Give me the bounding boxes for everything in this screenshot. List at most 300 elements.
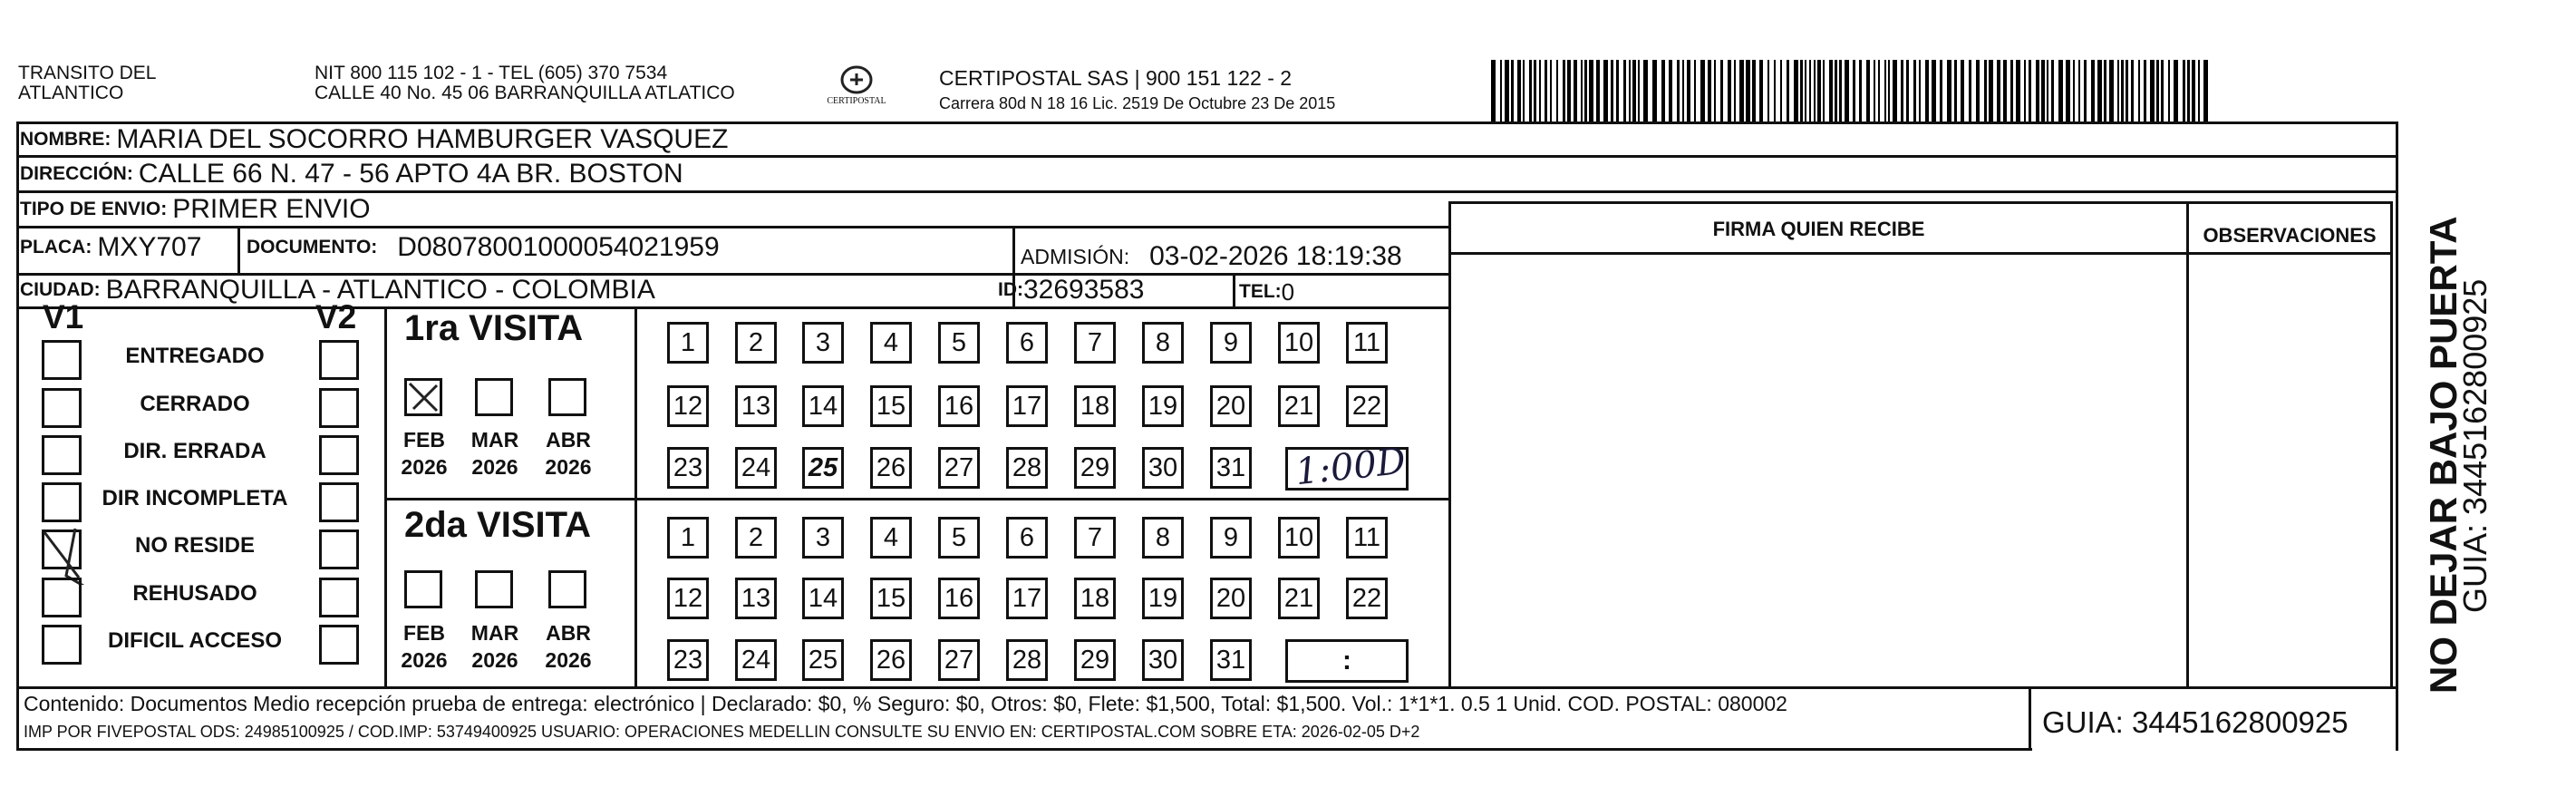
barcode-bar xyxy=(1661,60,1665,123)
barcode-bar xyxy=(1677,60,1680,123)
barcode-bar xyxy=(1523,60,1525,123)
month-label xyxy=(536,619,601,674)
day-checkbox[interactable] xyxy=(1142,517,1184,559)
day-number: 3 xyxy=(815,327,831,357)
barcode-bar xyxy=(2097,60,2102,123)
documento-label: DOCUMENTO: xyxy=(247,237,378,257)
day-number: 29 xyxy=(1080,452,1110,482)
sender-info xyxy=(315,63,735,103)
day-checkbox[interactable] xyxy=(802,447,844,489)
id-label: ID: xyxy=(998,279,1023,300)
barcode-bar xyxy=(1787,60,1789,123)
barcode-bar xyxy=(2010,60,2013,123)
barcode-bar xyxy=(1739,60,1744,123)
check-mark-icon xyxy=(404,378,442,416)
day-number: 20 xyxy=(1215,583,1246,613)
day-number: 2 xyxy=(748,327,764,357)
month-name: MAR xyxy=(470,428,519,452)
barcode-bar xyxy=(1984,60,1987,123)
day-checkbox[interactable] xyxy=(1210,385,1252,427)
barcode-bar xyxy=(1616,60,1619,123)
day-number: 10 xyxy=(1283,327,1314,357)
v1-label: V1 xyxy=(43,298,84,335)
placa-value: MXY707 xyxy=(97,232,202,262)
barcode-bar xyxy=(2058,60,2063,123)
barcode-bar xyxy=(1581,60,1583,123)
barcode-bar xyxy=(1805,60,1806,123)
day-number: 28 xyxy=(1012,452,1042,482)
barcode-bar xyxy=(2203,60,2208,123)
month-label xyxy=(462,619,528,674)
day-checkbox[interactable] xyxy=(938,639,980,681)
day-number: 16 xyxy=(944,583,974,613)
tipo-label: TIPO DE ENVIO: xyxy=(20,199,168,219)
day-number: 5 xyxy=(951,327,967,357)
day-checkbox[interactable] xyxy=(1074,447,1116,489)
day-number: 30 xyxy=(1148,452,1178,482)
status-label: DIFICIL ACCESO xyxy=(107,628,282,653)
status-label: REHUSADO xyxy=(132,581,257,606)
day-checkbox[interactable] xyxy=(870,578,912,619)
barcode-bar xyxy=(1932,60,1936,123)
month-name: FEB xyxy=(403,621,445,645)
day-number: 25 xyxy=(808,452,838,482)
courier-info xyxy=(939,66,1335,113)
barcode-bar xyxy=(1746,60,1750,123)
tipo-row xyxy=(20,193,371,226)
barcode-bar xyxy=(1759,60,1763,123)
barcode-bar xyxy=(1669,60,1672,123)
second-visit-time-box[interactable] xyxy=(1285,639,1409,683)
barcode-bar xyxy=(2144,60,2146,123)
day-checkbox[interactable] xyxy=(1006,639,1048,681)
day-checkbox[interactable] xyxy=(802,322,844,364)
day-checkbox[interactable] xyxy=(1346,322,1388,364)
month-name: MAR xyxy=(470,621,519,645)
month-checkbox[interactable] xyxy=(475,378,513,416)
first-visit-title: 1ra VISITA xyxy=(404,308,584,348)
day-checkbox[interactable] xyxy=(1210,578,1252,619)
day-number: 10 xyxy=(1283,522,1314,552)
barcode-bar xyxy=(2041,60,2045,123)
admision-value: 03-02-2026 18:19:38 xyxy=(1149,241,1402,271)
barcode-bar xyxy=(1976,60,1980,123)
day-checkbox[interactable] xyxy=(938,447,980,489)
barcode-bar xyxy=(2138,60,2140,123)
barcode-bar xyxy=(2051,60,2054,123)
tel-label: TEL: xyxy=(1239,281,1282,302)
barcode-bar xyxy=(2156,60,2159,123)
day-number: 31 xyxy=(1215,645,1246,675)
barcode-bar xyxy=(1925,60,1929,123)
barcode-bar xyxy=(1545,60,1547,123)
first-visit-time-box[interactable] xyxy=(1285,440,1409,494)
barcode-bar xyxy=(2084,60,2087,123)
firma-label: FIRMA QUIEN RECIBE xyxy=(1712,218,1925,240)
barcode-bar xyxy=(1752,60,1756,123)
id-field xyxy=(998,274,1144,306)
barcode-bar xyxy=(1734,60,1736,123)
day-checkbox[interactable] xyxy=(1142,639,1184,681)
day-number: 13 xyxy=(741,583,771,613)
nombre-row xyxy=(20,123,728,156)
day-checkbox[interactable] xyxy=(667,385,709,427)
barcode-bar xyxy=(1835,60,1837,123)
day-number: 15 xyxy=(876,391,906,421)
barcode-bar xyxy=(2073,60,2075,123)
day-checkbox[interactable] xyxy=(870,447,912,489)
observaciones-area[interactable] xyxy=(2190,256,2389,685)
barcode-bar xyxy=(1643,60,1648,123)
month-label xyxy=(462,426,528,481)
day-number: 12 xyxy=(673,391,703,421)
day-checkbox[interactable] xyxy=(1346,517,1388,559)
barcode-bar xyxy=(1839,60,1842,123)
barcode-bar xyxy=(2121,60,2124,123)
day-checkbox[interactable] xyxy=(938,578,980,619)
day-number: 18 xyxy=(1080,391,1110,421)
tel-field xyxy=(1239,276,1294,308)
barcode-bar xyxy=(1534,60,1536,123)
barcode-bar xyxy=(1780,60,1782,123)
day-number: 24 xyxy=(741,452,771,482)
day-checkbox[interactable] xyxy=(735,578,777,619)
barcode-bar xyxy=(1829,60,1833,123)
day-checkbox[interactable] xyxy=(1278,517,1320,559)
day-checkbox[interactable] xyxy=(1142,322,1184,364)
day-number: 16 xyxy=(944,391,974,421)
day-number: 29 xyxy=(1080,645,1110,675)
barcode-bar xyxy=(1989,60,1993,123)
month-name: ABR xyxy=(546,428,591,452)
barcode-bar xyxy=(2109,60,2114,123)
day-checkbox[interactable] xyxy=(938,322,980,364)
month-name: FEB xyxy=(403,428,445,452)
day-checkbox[interactable] xyxy=(1278,322,1320,364)
status-label: DIR INCOMPLETA xyxy=(102,486,288,510)
day-checkbox[interactable] xyxy=(667,578,709,619)
address-line: CALLE 40 No. 45 06 BARRANQUILLA ATLATICO xyxy=(315,83,735,103)
barcode-bar xyxy=(1700,60,1705,123)
month-year: 2026 xyxy=(471,455,518,479)
ciudad-value: BARRANQUILLA - ATLANTICO - COLOMBIA xyxy=(105,275,655,305)
day-number: 22 xyxy=(1351,583,1382,613)
day-number: 19 xyxy=(1148,391,1178,421)
sender-line-2: ATLANTICO xyxy=(18,83,124,103)
day-checkbox[interactable] xyxy=(1006,447,1048,489)
day-checkbox[interactable] xyxy=(870,517,912,559)
v2-label: V2 xyxy=(315,298,357,335)
barcode-bar xyxy=(1774,60,1776,123)
barcode-bar xyxy=(1728,60,1731,123)
footer-guia: GUIA: 3445162800925 xyxy=(2042,705,2348,739)
day-number: 2 xyxy=(748,522,764,552)
documento-value: D08078001000054021959 xyxy=(397,232,720,262)
day-checkbox[interactable] xyxy=(667,322,709,364)
day-number: 21 xyxy=(1283,583,1314,613)
logo-text: CERTIPOSTAL xyxy=(827,96,886,106)
day-checkbox[interactable] xyxy=(802,517,844,559)
sender-line-1: TRANSITO DEL xyxy=(18,63,157,83)
day-number: 27 xyxy=(944,645,974,675)
day-number: 6 xyxy=(1019,327,1035,357)
day-number: 25 xyxy=(808,645,838,675)
barcode-bar xyxy=(1906,60,1909,123)
day-checkbox[interactable] xyxy=(1210,447,1252,489)
barcode-bar xyxy=(2187,60,2190,123)
day-number: 19 xyxy=(1148,583,1178,613)
month-checkbox[interactable] xyxy=(404,378,442,416)
day-number: 17 xyxy=(1012,583,1042,613)
barcode-bar xyxy=(1888,60,1890,123)
month-checkbox[interactable] xyxy=(475,570,513,608)
nit-line: NIT 800 115 102 - 1 - TEL (605) 370 7534 xyxy=(315,63,668,83)
placa-label: PLACA: xyxy=(20,237,92,257)
month-label xyxy=(392,619,457,674)
status-label: ENTREGADO xyxy=(125,344,265,368)
barcode-bar xyxy=(2091,60,2095,123)
barcode-bar xyxy=(1809,60,1811,123)
admision-field xyxy=(1021,240,1402,273)
day-checkbox[interactable] xyxy=(735,322,777,364)
barcode-bar xyxy=(1947,60,1951,123)
barcode-bar xyxy=(1682,60,1684,123)
month-year: 2026 xyxy=(401,648,448,672)
barcode-bar xyxy=(1720,60,1723,123)
barcode-bar xyxy=(1800,60,1803,123)
day-checkbox[interactable] xyxy=(1074,385,1116,427)
barcode-bar xyxy=(2150,60,2155,123)
barcode-bar xyxy=(2104,60,2106,123)
month-year: 2026 xyxy=(545,455,592,479)
day-number: 24 xyxy=(741,645,771,675)
day-number: 23 xyxy=(673,452,703,482)
day-number: 30 xyxy=(1148,645,1178,675)
day-number: 3 xyxy=(815,522,831,552)
day-checkbox[interactable] xyxy=(1142,447,1184,489)
month-year: 2026 xyxy=(471,648,518,672)
admision-label: ADMISIÓN: xyxy=(1021,244,1130,268)
courier-line: CERTIPOSTAL SAS | 900 151 122 - 2 xyxy=(939,66,1293,90)
barcode-bar xyxy=(1817,60,1821,123)
day-number: 4 xyxy=(883,327,899,357)
barcode-bar xyxy=(2024,60,2026,123)
barcode-bar xyxy=(1491,60,1496,123)
documento-field xyxy=(247,231,720,264)
day-checkbox[interactable] xyxy=(938,385,980,427)
barcode-bar xyxy=(2174,60,2178,123)
barcode-bar xyxy=(1919,60,1921,123)
month-label xyxy=(536,426,601,481)
day-number: 31 xyxy=(1215,452,1246,482)
barcode-bar xyxy=(1529,60,1532,123)
day-number: 7 xyxy=(1087,522,1103,552)
day-number: 5 xyxy=(951,522,967,552)
day-checkbox[interactable] xyxy=(870,385,912,427)
month-name: ABR xyxy=(546,621,591,645)
status-label: NO RESIDE xyxy=(134,533,256,558)
day-checkbox[interactable] xyxy=(1006,578,1048,619)
day-checkbox[interactable] xyxy=(735,447,777,489)
day-checkbox[interactable] xyxy=(1006,322,1048,364)
license-line: Carrera 80d N 18 16 Lic. 2519 De Octubre 23 De 2015 xyxy=(939,94,1336,112)
day-checkbox[interactable] xyxy=(735,517,777,559)
barcode-bar xyxy=(1878,60,1880,123)
time-colon: : xyxy=(1342,646,1351,675)
barcode xyxy=(1491,60,2216,123)
status-label: CERRADO xyxy=(140,392,250,416)
sender-name xyxy=(18,63,156,103)
barcode-bar xyxy=(2131,60,2134,123)
ciudad-label: CIUDAD: xyxy=(20,279,101,300)
barcode-bar xyxy=(2003,60,2007,123)
barcode-bar xyxy=(1589,60,1593,123)
day-checkbox[interactable] xyxy=(667,639,709,681)
day-number: 22 xyxy=(1351,391,1382,421)
barcode-bar xyxy=(1556,60,1558,123)
barcode-bar xyxy=(1940,60,1942,123)
barcode-bar xyxy=(1652,60,1657,123)
barcode-bar xyxy=(2016,60,2020,123)
day-checkbox[interactable] xyxy=(1278,385,1320,427)
day-number: 27 xyxy=(944,452,974,482)
day-number: 9 xyxy=(1223,522,1239,552)
id-value: 32693583 xyxy=(1023,275,1145,305)
month-year: 2026 xyxy=(545,648,592,672)
day-number: 14 xyxy=(808,583,838,613)
day-checkbox[interactable] xyxy=(802,385,844,427)
barcode-bar xyxy=(2192,60,2195,123)
barcode-bar xyxy=(1687,60,1690,123)
day-number: 23 xyxy=(673,645,703,675)
barcode-bar xyxy=(1859,60,1862,123)
month-checkbox[interactable] xyxy=(548,378,586,416)
day-checkbox[interactable] xyxy=(870,322,912,364)
observaciones-label: OBSERVACIONES xyxy=(2203,224,2377,247)
day-number: 6 xyxy=(1019,522,1035,552)
day-checkbox[interactable] xyxy=(802,639,844,681)
month-checkbox[interactable] xyxy=(404,570,442,608)
barcode-bar xyxy=(2047,60,2048,123)
day-number: 9 xyxy=(1223,327,1239,357)
day-checkbox[interactable] xyxy=(735,639,777,681)
barcode-bar xyxy=(1638,60,1640,123)
day-number: 26 xyxy=(876,452,906,482)
barcode-bar xyxy=(1913,60,1916,123)
direccion-label: DIRECCIÓN: xyxy=(20,163,133,184)
day-number: 14 xyxy=(808,391,838,421)
barcode-bar xyxy=(1901,60,1903,123)
day-checkbox[interactable] xyxy=(1074,517,1116,559)
day-checkbox[interactable] xyxy=(1278,578,1320,619)
day-number: 28 xyxy=(1012,645,1042,675)
day-number: 4 xyxy=(883,522,899,552)
barcode-bar xyxy=(1884,60,1886,123)
barcode-bar xyxy=(1814,60,1816,123)
month-checkbox[interactable] xyxy=(548,570,586,608)
day-checkbox[interactable] xyxy=(1142,578,1184,619)
day-checkbox[interactable] xyxy=(1346,578,1388,619)
barcode-bar xyxy=(1853,60,1855,123)
day-checkbox[interactable] xyxy=(802,578,844,619)
barcode-bar xyxy=(1767,60,1769,123)
barcode-bar xyxy=(2066,60,2070,123)
imp-line: IMP POR FIVEPOSTAL ODS: 24985100925 / COD.IMP: 53749400925 USUARIO: OPERACIONES MEDELLIN CONSULTE SU ENVIO EN: CERTIPOSTAL.COM SOBRE ETA: 2026-02-05 D+2 xyxy=(24,723,1420,741)
day-checkbox[interactable] xyxy=(1346,385,1388,427)
barcode-bar xyxy=(2117,60,2119,123)
barcode-bar xyxy=(2198,60,2200,123)
day-checkbox[interactable] xyxy=(1074,322,1116,364)
day-number: 11 xyxy=(1352,522,1381,552)
barcode-bar xyxy=(1961,60,1964,123)
barcode-bar xyxy=(1874,60,1875,123)
day-number: 1 xyxy=(680,327,696,357)
day-checkbox[interactable] xyxy=(667,447,709,489)
day-checkbox[interactable] xyxy=(938,517,980,559)
barcode-bar xyxy=(1550,60,1552,123)
barcode-bar xyxy=(1708,60,1711,123)
day-checkbox[interactable] xyxy=(870,639,912,681)
placa-row xyxy=(20,231,201,264)
day-checkbox[interactable] xyxy=(1074,639,1116,681)
day-checkbox[interactable] xyxy=(1142,385,1184,427)
barcode-bar xyxy=(2036,60,2039,123)
barcode-bar xyxy=(1997,60,2000,123)
month-year: 2026 xyxy=(401,455,448,479)
barcode-bar xyxy=(1517,60,1521,123)
day-checkbox[interactable] xyxy=(1210,322,1252,364)
barcode-bar xyxy=(1629,60,1631,123)
side-guia: GUIA: 3445162800925 xyxy=(2456,278,2494,613)
barcode-bar xyxy=(1954,60,1957,123)
day-checkbox[interactable] xyxy=(1210,517,1252,559)
barcode-bar xyxy=(2168,60,2170,123)
day-number: 8 xyxy=(1155,522,1171,552)
month-label xyxy=(392,426,457,481)
barcode-bar xyxy=(1505,60,1509,123)
day-checkbox[interactable] xyxy=(667,517,709,559)
barcode-bar xyxy=(1567,60,1571,123)
barcode-bar xyxy=(2029,60,2031,123)
barcode-bar xyxy=(2161,60,2164,123)
direccion-value: CALLE 66 N. 47 - 56 APTO 4A BR. BOSTON xyxy=(138,159,683,189)
barcode-bar xyxy=(1603,60,1608,123)
signature-area[interactable] xyxy=(1452,256,2184,685)
barcode-bar xyxy=(1611,60,1613,123)
handwritten-time: 1:00D xyxy=(1293,440,1408,494)
second-visit-title: 2da VISITA xyxy=(404,505,591,545)
nombre-label: NOMBRE: xyxy=(20,129,111,150)
barcode-bar xyxy=(1794,60,1798,123)
barcode-bar xyxy=(1714,60,1716,123)
barcode-bar xyxy=(1563,60,1565,123)
day-number: 8 xyxy=(1155,327,1171,357)
barcode-bar xyxy=(1511,60,1514,123)
day-checkbox[interactable] xyxy=(1006,517,1048,559)
direccion-row xyxy=(20,158,683,190)
day-number: 15 xyxy=(876,583,906,613)
day-checkbox[interactable] xyxy=(1074,578,1116,619)
day-checkbox[interactable] xyxy=(1006,385,1048,427)
barcode-bar xyxy=(1893,60,1897,123)
day-checkbox[interactable] xyxy=(735,385,777,427)
barcode-bar xyxy=(1584,60,1587,123)
barcode-bar xyxy=(1500,60,1502,123)
day-checkbox[interactable] xyxy=(1210,639,1252,681)
day-number: 17 xyxy=(1012,391,1042,421)
barcode-bar xyxy=(1574,60,1577,123)
barcode-bar xyxy=(2183,60,2185,123)
